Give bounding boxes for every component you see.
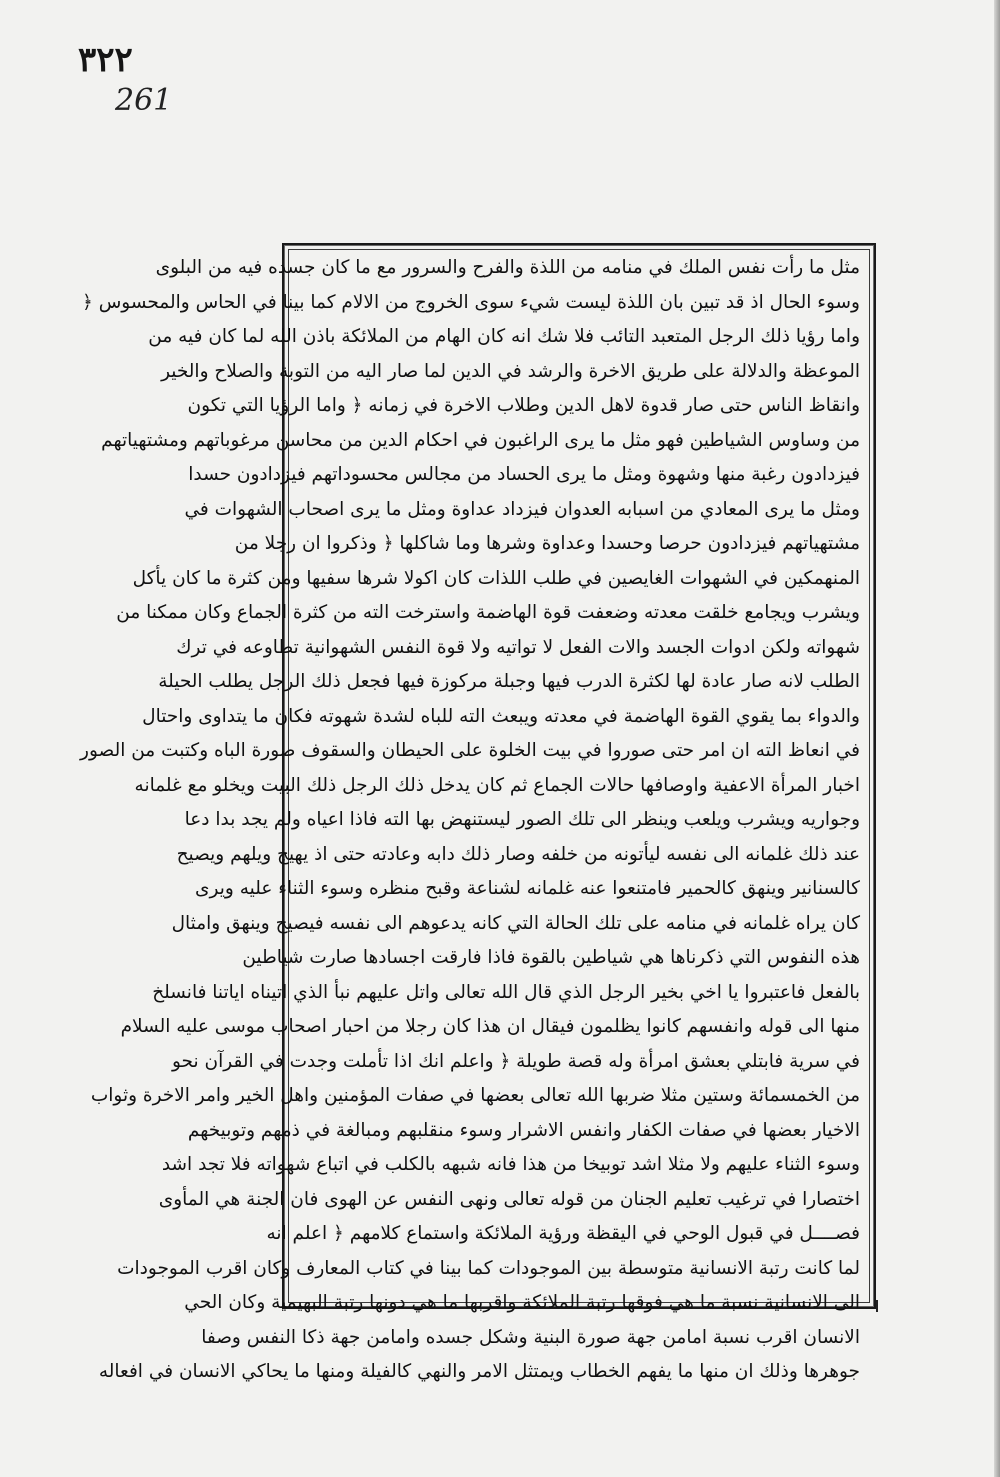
manuscript-line: والدواء بما يقوي القوة الهاضمة في معدته ويبعث الته للباه لشدة شهوته فكان ما يتداوى واحتال (142, 705, 860, 727)
manuscript-line: فصــــل في قبول الوحي في اليقظة ورؤية الملائكة واستماع كلامهم ﴿ اعلم انه (266, 1223, 860, 1244)
manuscript-line: مشتهياتهم فيزدادون حرصا وحسدا وعداوة وشرها وما شاكلها ﴿ وذكروا ان رجلا من (234, 533, 860, 554)
page-shadow (994, 0, 1000, 1477)
manuscript-line: هذه النفوس التي ذكرناها هي شياطين بالقوة فاذا فارقت اجسادها صارت شياطين (242, 947, 860, 968)
margin-mark (876, 1300, 884, 1312)
manuscript-line: من وساوس الشياطين فهو مثل ما يرى الراغبون في احكام الدين من محاسن مرغوباتهم ومشتهياتهم (101, 429, 860, 451)
manuscript-line: الطلب لانه صار عادة لها لكثرة الدرب فيها وجبلة مركوزة فيها فجعل ذلك الرجل يطلب الحيلة (158, 671, 860, 692)
manuscript-line: واما رؤيا ذلك الرجل المتعبد التائب فلا شك انه كان الهام من الملائكة باذن الله لما كان فيه من (148, 326, 860, 347)
manuscript-line: الانسان اقرب نسبة امامن جهة صورة البنية وشكل جسده وامامن جهة ذكا النفس وصفا (201, 1326, 860, 1348)
manuscript-line: وجواريه ويشرب ويلعب وينظر الى تلك الصور ليستنهض بها الته فاذا اعياه ولم يجد بدا دعا (184, 809, 860, 830)
manuscript-line: ويشرب ويجامع خلقت معدته وضعفت قوة الهاضمة واسترخت الته من كثرة الجماع وكان ممكنا من (116, 602, 860, 623)
manuscript-line: جوهرها وذلك ان منها ما يفهم الخطاب ويمتثل الامر والنهي كالفيلة ومنها ما يحاكي الانسان في افعاله (98, 1361, 860, 1382)
manuscript-line: اختصارا في ترغيب تعليم الجنان من قوله تعالى ونهى النفس عن الهوى فان الجنة هي المأوى (158, 1188, 860, 1210)
manuscript-line: من الخمسمائة وستين مثلا ضربها الله تعالى بعضها في صفات المؤمنين واهل الخير وامر الاخرة وثواب (90, 1085, 860, 1106)
manuscript-line: وسوء الحال اذ قد تبين بان اللذة ليست شيء سوى الخروج من الالام كما بينا في الحاس والمحسوس ﴿ (81, 291, 860, 313)
manuscript-text (80, 251, 860, 1390)
manuscript-line: اخبار المرأة الاعفية واوصافها حالات الجماع ثم كان يدخل ذلك الرجل ذلك البيت ويخلو مع غلمانه (134, 774, 860, 796)
manuscript-line: في انعاظ الته ان امر حتى صوروا في بيت الخلوة على الحيطان والسقوف صورة الباه وكتبت من الصور (80, 740, 860, 761)
manuscript-line: منها الى قوله وانفسهم كانوا يظلمون فيقال ان هذا كان رجلا من احبار اصحاب موسى عليه السلام (120, 1016, 860, 1037)
manuscript-line: وانقاظ الناس حتى صار قدوة لاهل الدين وطلاب الاخرة في زمانه ﴿ واما الرؤيا التي تكون (187, 395, 860, 416)
manuscript-line: الى الانسانية نسبة ما هي فوقها رتبة الملائكة واقربها ما هي دونها رتبة البهيمية وكان الحي (184, 1292, 860, 1313)
manuscript-line: الاخيار بعضها في صفات الكفار وانفس الاشرار وسوء منقلبهم ومبالغة في ذمهم وتوبيخهم (187, 1119, 860, 1141)
manuscript-line: لما كانت رتبة الانسانية متوسطة بين الموجودات كما بينا في كتاب المعارف وكان اقرب الموجودات (117, 1257, 860, 1279)
manuscript-line: فيزدادون رغبة منها وشهوة ومثل ما يرى الحساد من مجالس محسوداتهم فيزدادون حسدا (188, 464, 860, 485)
folio-number-latin: 261 (115, 83, 173, 118)
manuscript-line: مثل ما رأت نفس الملك في منامه من اللذة والفرح والسرور مع ما كان جسده فيه من البلوى (155, 257, 860, 278)
manuscript-line: المنهمكين في الشهوات الغايصين في طلب اللذات كان اكولا شرها سفيها ومن كثرة ما كان يأكل (132, 567, 860, 589)
manuscript-line: عند ذلك غلمانه الى نفسه ليأتونه من خلفه وصار ذلك دابه وعادته حتى اذ يهيج ويلهم ويصيح (176, 843, 860, 865)
manuscript-line: ومثل ما يرى المعادي من اسبابه العدوان فيزداد عداوة ومثل ما يرى اصحاب الشهوات في (184, 498, 860, 520)
text-block-frame (80, 243, 876, 1382)
manuscript-line: كالسنانير وينهق كالحمير فامتنعوا عنه غلمانه لشناعة وقبح منظره وسوء الثناء عليه ويرى (195, 878, 860, 899)
manuscript-line: بالفعل فاعتبروا يا اخي بخير الرجل الذي قال الله تعالى واتل عليهم نبأ الذي اتيناه اياتنا فانسلخ (152, 981, 860, 1003)
manuscript-line: الموعظة والدلالة على طريق الاخرة والرشد في الدين لما صار اليه من التوبة والصلاح والخير (161, 360, 860, 382)
manuscript-line: في سرية فابتلي بعشق امرأة وله قصة طويلة ﴿ واعلم انك اذا تأملت وجدت في القرآن نحو (172, 1050, 860, 1072)
manuscript-line: وسوء الثناء عليهم ولا مثلا اشد توبيخا من هذا فانه شبهه بالكلب في اتباع شهواته فلا تجد اشد (161, 1154, 860, 1175)
manuscript-line: كان يراه غلمانه في منامه على تلك الحالة التي كانه يدعوهم الى نفسه فيصيح وينهق وامثال (171, 912, 860, 934)
manuscript-line: شهواته ولكن ادوات الجسد والات الفعل لا تواتيه ولا قوة النفس الشهوانية تطاوعه في ترك (176, 636, 860, 658)
folio-number-arabic: ٣٢٢ (78, 40, 133, 80)
